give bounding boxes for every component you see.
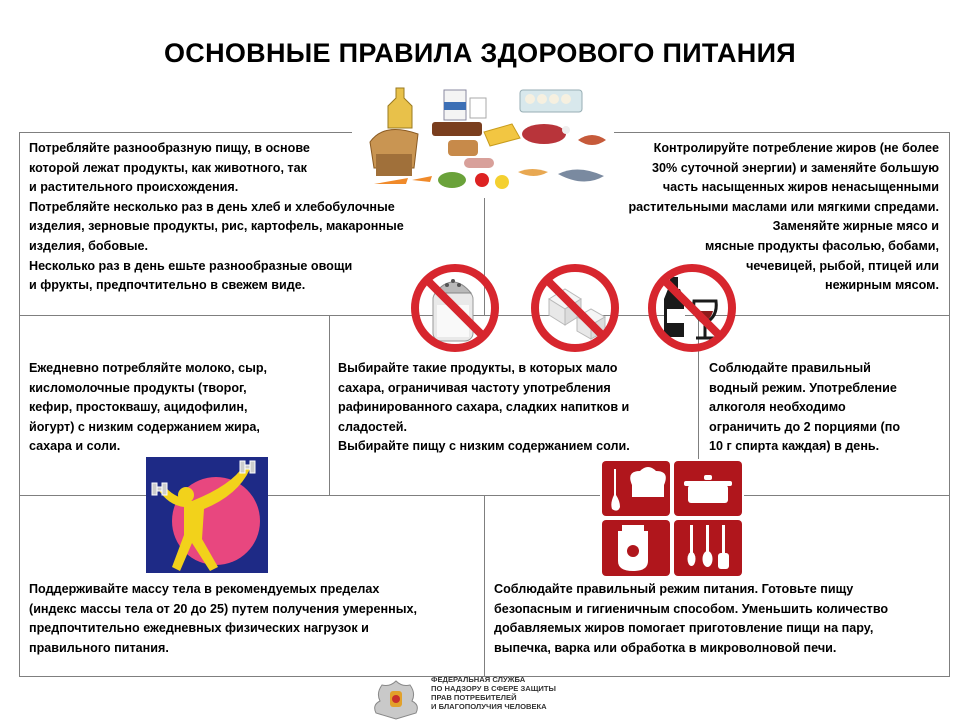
water-block <box>709 359 947 457</box>
fats-line: 30% суточной энергии) и заменяйте большую <box>652 160 939 175</box>
org-line: ПРАВ ПОТРЕБИТЕЛЕЙ <box>431 693 517 702</box>
dairy-line: кисломолочные продукты (творог, <box>29 380 247 395</box>
rospotrebnadzor-emblem-icon <box>366 677 426 720</box>
no-sugar-icon <box>523 263 627 353</box>
weight-line: Поддерживайте массу тела в рекомендуемых пределах <box>29 582 380 596</box>
org-line: ФЕДЕРАЛЬНАЯ СЛУЖБА <box>431 675 526 684</box>
regime-line: безопасным и гигиеничным способом. Уменьшить количество <box>494 601 889 616</box>
org-line: И БЛАГОПОЛУЧИЯ ЧЕЛОВЕКА <box>431 702 547 711</box>
fats-line: часть насыщенных жиров ненасыщенными <box>662 180 939 195</box>
fats-line: нежирным мясом. <box>825 278 939 293</box>
sugar-line: сладостей. <box>338 419 407 434</box>
dairy-line: кефир, простоквашу, ацидофилин, <box>29 400 248 415</box>
athlete-icon <box>146 457 268 573</box>
cooking-icon <box>600 459 744 578</box>
dairy-line: Ежедневно потребляйте молоко, сыр, <box>29 361 268 375</box>
variety-line: Потребляйте несколько раз в день хлеб и хлебобулочные <box>29 199 395 214</box>
sugar-line: Выбирайте пищу с низким содержанием соли. <box>338 439 630 454</box>
sugar-block <box>338 359 696 457</box>
sugar-line: сахара, ограничивая частоту употребления <box>338 380 611 395</box>
dairy-line: йогурт) с низким содержанием жира, <box>29 419 260 434</box>
regime-line: выпечка, варка или обработка в микроволновой печи. <box>494 640 837 655</box>
water-line: Соблюдайте правильный <box>709 361 871 375</box>
dairy-line: сахара и соли. <box>29 439 121 454</box>
variety-line: которой лежат продукты, как животного, так <box>29 160 307 175</box>
fats-line: чечевицей, рыбой, птицей или <box>746 258 939 273</box>
weight-block <box>29 580 481 658</box>
weight-line: (индекс массы тела от 20 до 25) путем получения умеренных, <box>29 601 417 616</box>
regime-line: добавляемых жиров помогает приготовление пищи на пару, <box>494 621 874 636</box>
water-line: алкоголя необходимо <box>709 400 846 415</box>
regime-line: Соблюдайте правильный режим питания. Готовьте пищу <box>494 582 854 596</box>
page-title: ОСНОВНЫЕ ПРАВИЛА ЗДОРОВОГО ПИТАНИЯ <box>163 38 797 68</box>
fats-line: мясные продукты фасолью, бобами, <box>705 238 939 253</box>
water-line: 10 г спирта каждая) в день. <box>709 439 880 454</box>
fats-line: Контролируйте потребление жиров (не более <box>653 141 939 155</box>
fats-line: растительными маслами или мягкими спредами. <box>628 199 939 214</box>
food-collage-icon <box>352 80 614 198</box>
no-salt-icon <box>403 263 507 353</box>
weight-line: предпочтительно ежедневных физических нагрузок и <box>29 621 369 636</box>
regime-block <box>494 580 946 658</box>
org-name <box>431 675 556 711</box>
dairy-block <box>29 359 324 457</box>
water-line: водный режим. Употребление <box>709 380 897 395</box>
variety-line: Несколько раз в день ешьте разнообразные овощи <box>29 258 353 273</box>
variety-line: изделия, зерновые продукты, рис, картофель, макаронные <box>29 219 404 234</box>
water-line: ограничить до 2 порциями (по <box>709 419 901 434</box>
variety-line: и растительного происхождения. <box>29 180 239 195</box>
variety-line: Потребляйте разнообразную пищу, в основе <box>29 141 310 155</box>
weight-line: правильного питания. <box>29 640 169 655</box>
no-alcohol-icon <box>640 263 744 353</box>
variety-line: и фрукты, предпочтительно в свежем виде. <box>29 278 306 293</box>
variety-line: изделия, бобовые. <box>29 238 149 253</box>
sugar-line: Выбирайте такие продукты, в которых мало <box>338 361 618 375</box>
sugar-line: рафинированного сахара, сладких напитков и <box>338 400 630 415</box>
org-line: ПО НАДЗОРУ В СФЕРЕ ЗАЩИТЫ <box>431 684 556 693</box>
fats-line: Заменяйте жирные мясо и <box>772 219 939 234</box>
